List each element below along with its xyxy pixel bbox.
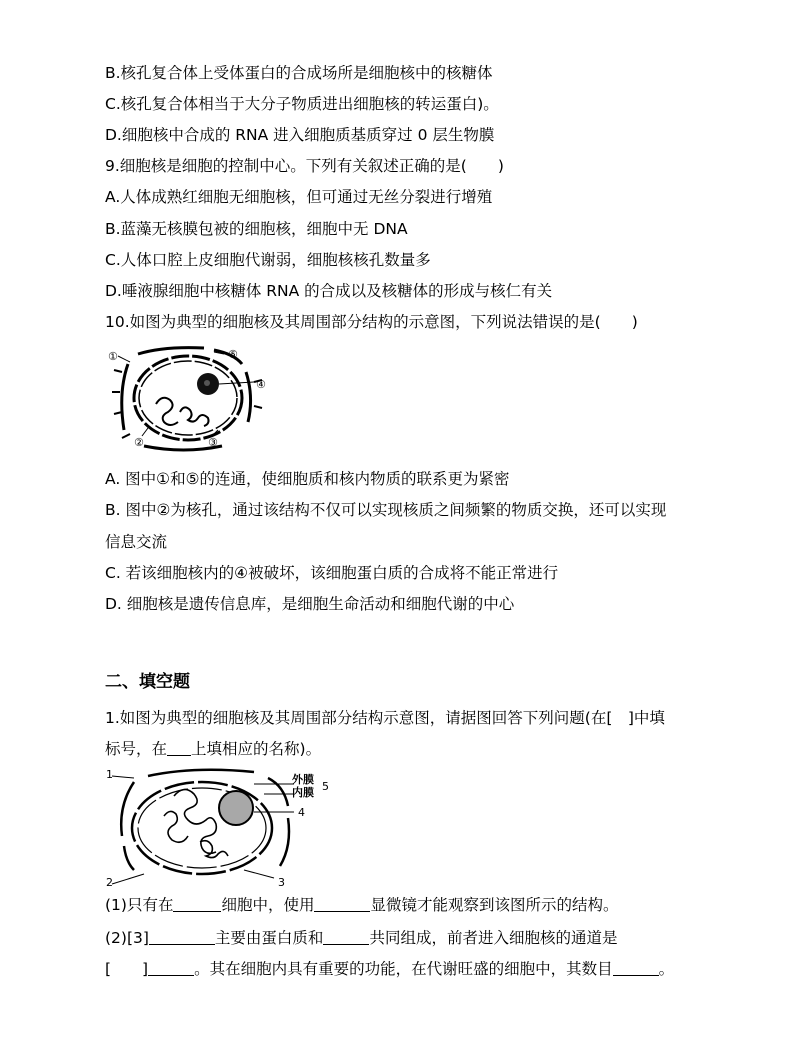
s2-q1-stem-line1: 1.如图为典型的细胞核及其周围部分结构示意图，请据图回答下列问题(在[ ]中填 <box>105 709 665 727</box>
q8-option-c: C.核孔复合体相当于大分子物质进出细胞核的转运蛋白)。 <box>105 95 499 113</box>
q9-stem: 9.细胞核是细胞的控制中心。下列有关叙述正确的是( ) <box>105 157 504 175</box>
q9-option-d: D.唾液腺细胞中核糖体 RNA 的合成以及核糖体的形成与核仁有关 <box>105 282 553 300</box>
s2-q1-stem-line2 <box>105 738 321 760</box>
q10-option-d: D. 细胞核是遗传信息库，是细胞生命活动和细胞代谢的中心 <box>105 595 515 613</box>
s2-chromatin <box>164 789 228 857</box>
s2-label-1: 1 <box>106 768 113 781</box>
q10-label-2: ② <box>134 436 144 449</box>
s2-q1-part2-line2 <box>105 958 674 980</box>
s2-p2-text-f: 。 <box>658 960 675 978</box>
s2-q1-stem-text-a: 标号，在 <box>105 740 168 758</box>
s2-p1-blank-2 <box>314 895 370 912</box>
s2-q1-stem-blank <box>167 739 191 756</box>
s2-p2-bracket: [ ] <box>105 960 149 978</box>
s2-p2-blank-3 <box>148 959 194 976</box>
s2-label-outer: 外膜 <box>292 773 314 786</box>
s2-p2-text-c: 共同组成，前者进入细胞核的通道是 <box>369 929 618 947</box>
q10-option-a: A. 图中①和⑤的连通，使细胞质和核内物质的联系更为紧密 <box>105 470 510 488</box>
q10-label-5: ⑤ <box>228 348 238 361</box>
q10-stem: 10.如图为典型的细胞核及其周围部分结构的示意图，下列说法错误的是( ) <box>105 313 638 331</box>
s2-p2-text-b: 主要由蛋白质和 <box>214 929 324 947</box>
q10-label-1: ① <box>108 350 118 363</box>
s2-p2-text-e: 。其在细胞内具有重要的功能，在代谢旺盛的细胞中，其数目 <box>194 960 613 978</box>
s2-label-5: 5 <box>322 780 329 793</box>
s2-q1-stem-text-b: 上填相应的名称)。 <box>191 740 322 758</box>
s2-nucleolus <box>219 791 253 825</box>
s2-nuclear-envelope <box>132 782 272 874</box>
q10-label-3: ③ <box>208 436 218 449</box>
q10-option-b-line1: B. 图中②为核孔，通过该结构不仅可以实现核质之间频繁的物质交换，还可以实现 <box>105 501 667 519</box>
s2-p1-blank-1 <box>173 895 221 912</box>
s2-q1-part2-line1 <box>105 927 617 949</box>
s2-q1-part1 <box>105 894 619 916</box>
s2-label-2: 2 <box>106 876 113 889</box>
s2-p1-text-b: 细胞中，使用 <box>221 896 315 914</box>
q8-option-d: D.细胞核中合成的 RNA 进入细胞质基质穿过 0 层生物膜 <box>105 126 495 144</box>
s2-p1-text-a: (1)只有在 <box>105 896 174 914</box>
s2-p1-text-c: 显微镜才能观察到该图所示的结构。 <box>370 896 619 914</box>
q9-option-c: C.人体口腔上皮细胞代谢弱，细胞核核孔数量多 <box>105 251 431 269</box>
section2-heading: 二、填空题 <box>105 672 190 692</box>
s2-p2-blank-2 <box>323 928 369 945</box>
s2-label-inner: 内膜 <box>292 786 314 799</box>
q10-option-b-line2: 信息交流 <box>105 533 168 551</box>
s2-label-3: 3 <box>278 876 285 889</box>
q10-option-c: C. 若该细胞核内的④被破坏，该细胞蛋白质的合成将不能正常进行 <box>105 564 559 582</box>
q9-option-a: A.人体成熟红细胞无细胞核，但可通过无丝分裂进行增殖 <box>105 188 493 206</box>
s2-p2-blank-1 <box>149 928 215 945</box>
q10-pore-ticks <box>112 370 262 438</box>
s2-label-4: 4 <box>298 806 305 819</box>
s2-p2-blank-4 <box>613 959 659 976</box>
q10-nucleus-figure <box>104 342 274 454</box>
q8-option-b: B.核孔复合体上受体蛋白的合成场所是细胞核中的核糖体 <box>105 64 493 82</box>
q10-label-4: ④ <box>256 378 266 391</box>
q9-option-b: B.蓝藻无核膜包被的细胞核，细胞中无 DNA <box>105 220 408 238</box>
q10-chromatin <box>156 398 209 426</box>
q10-nuclear-envelope <box>134 356 242 440</box>
s2-nucleus-figure <box>104 766 344 890</box>
s2-p2-text-a: (2)[3] <box>105 929 149 947</box>
